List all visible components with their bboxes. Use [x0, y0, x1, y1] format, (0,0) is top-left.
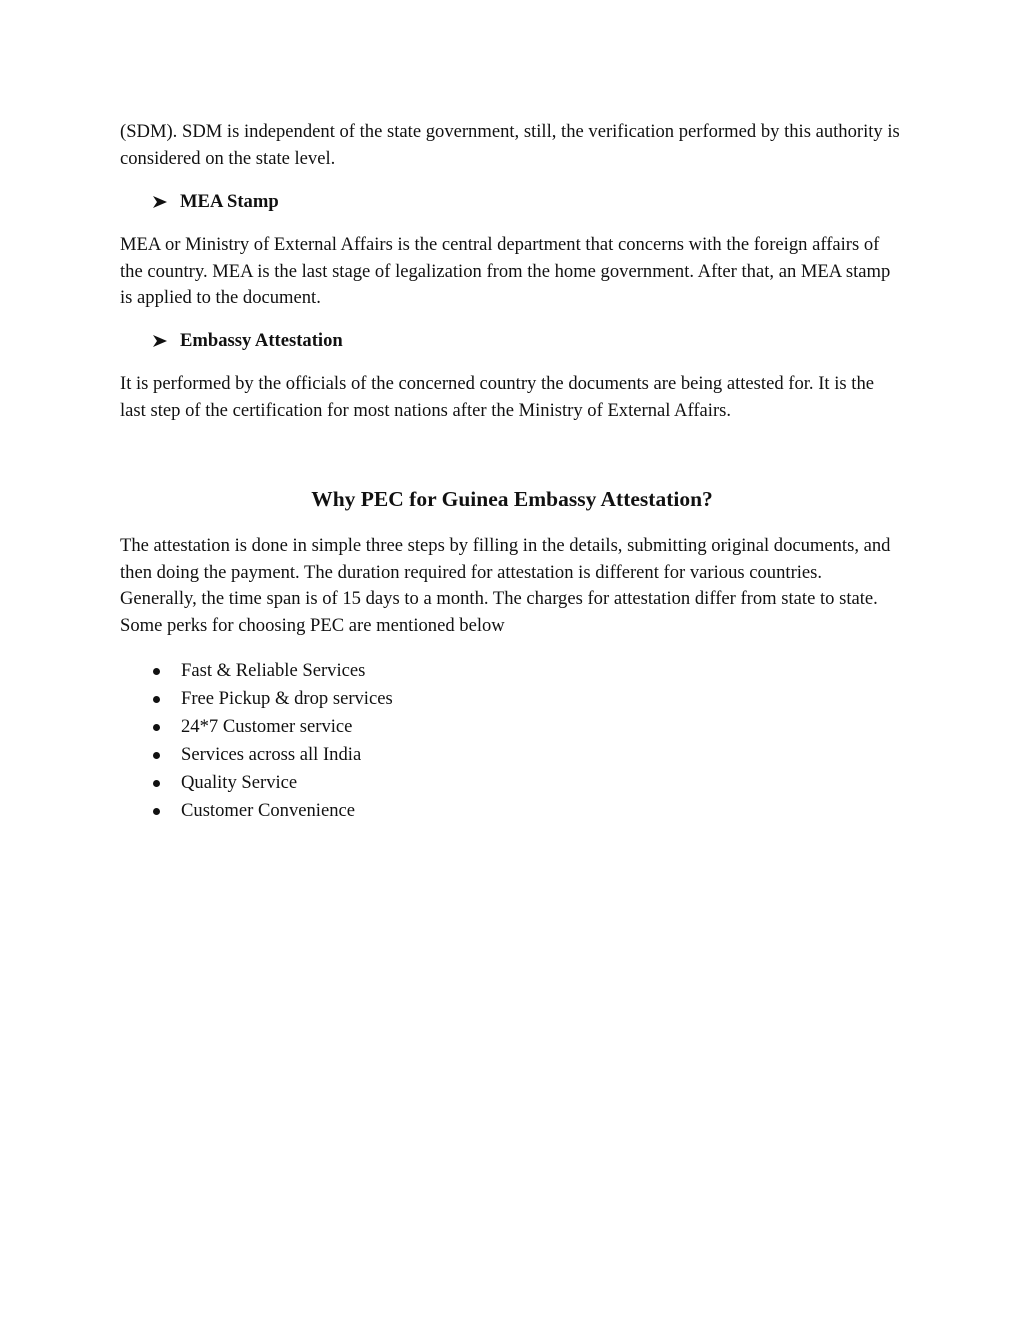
bullet-dot-icon: [153, 696, 160, 703]
section-heading-label: Embassy Attestation: [180, 330, 343, 351]
embassy-attestation-paragraph: It is performed by the officials of the concerned country the documents are being attested for. It is the last step of the certification for most nations after the Ministry of External Affairs.: [120, 373, 874, 421]
section-heading-mea-stamp: [152, 189, 279, 215]
list-item: 24*7 Customer service: [120, 713, 393, 741]
arrow-bullet-icon: [152, 334, 168, 348]
bullet-dot-icon: [153, 780, 160, 787]
section-heading-label: MEA Stamp: [180, 191, 279, 212]
perks-list: [120, 657, 393, 825]
list-item: Free Pickup & drop services: [120, 685, 393, 713]
why-pec-heading: Why PEC for Guinea Embassy Attestation?: [311, 487, 713, 511]
bullet-dot-icon: [153, 668, 160, 675]
intro-paragraph: (SDM). SDM is independent of the state government, still, the verification performed by this authority is considered on the state level.: [120, 121, 900, 169]
list-item: Fast & Reliable Services: [120, 657, 393, 685]
list-item: Services across all India: [120, 741, 393, 769]
bullet-dot-icon: [153, 808, 160, 815]
why-pec-paragraph: The attestation is done in simple three steps by filling in the details, submitting original documents, and then doing the payment. The duration required for attestation is different for various countries. Generally, the time span is of 15 days to a month. The charges for attestation differ from state to state. Some perks for choosing PEC are mentioned below: [120, 535, 891, 636]
bullet-dot-icon: [153, 752, 160, 759]
mea-stamp-paragraph: MEA or Ministry of External Affairs is the central department that concerns with the foreign affairs of the country. MEA is the last stage of legalization from the home government. After that, an MEA stamp is applied to the document.: [120, 234, 891, 309]
arrow-bullet-icon: [152, 195, 168, 209]
section-heading-embassy-attestation: [152, 328, 343, 354]
list-item: Customer Convenience: [120, 797, 393, 825]
bullet-dot-icon: [153, 724, 160, 731]
list-item: Quality Service: [120, 769, 393, 797]
